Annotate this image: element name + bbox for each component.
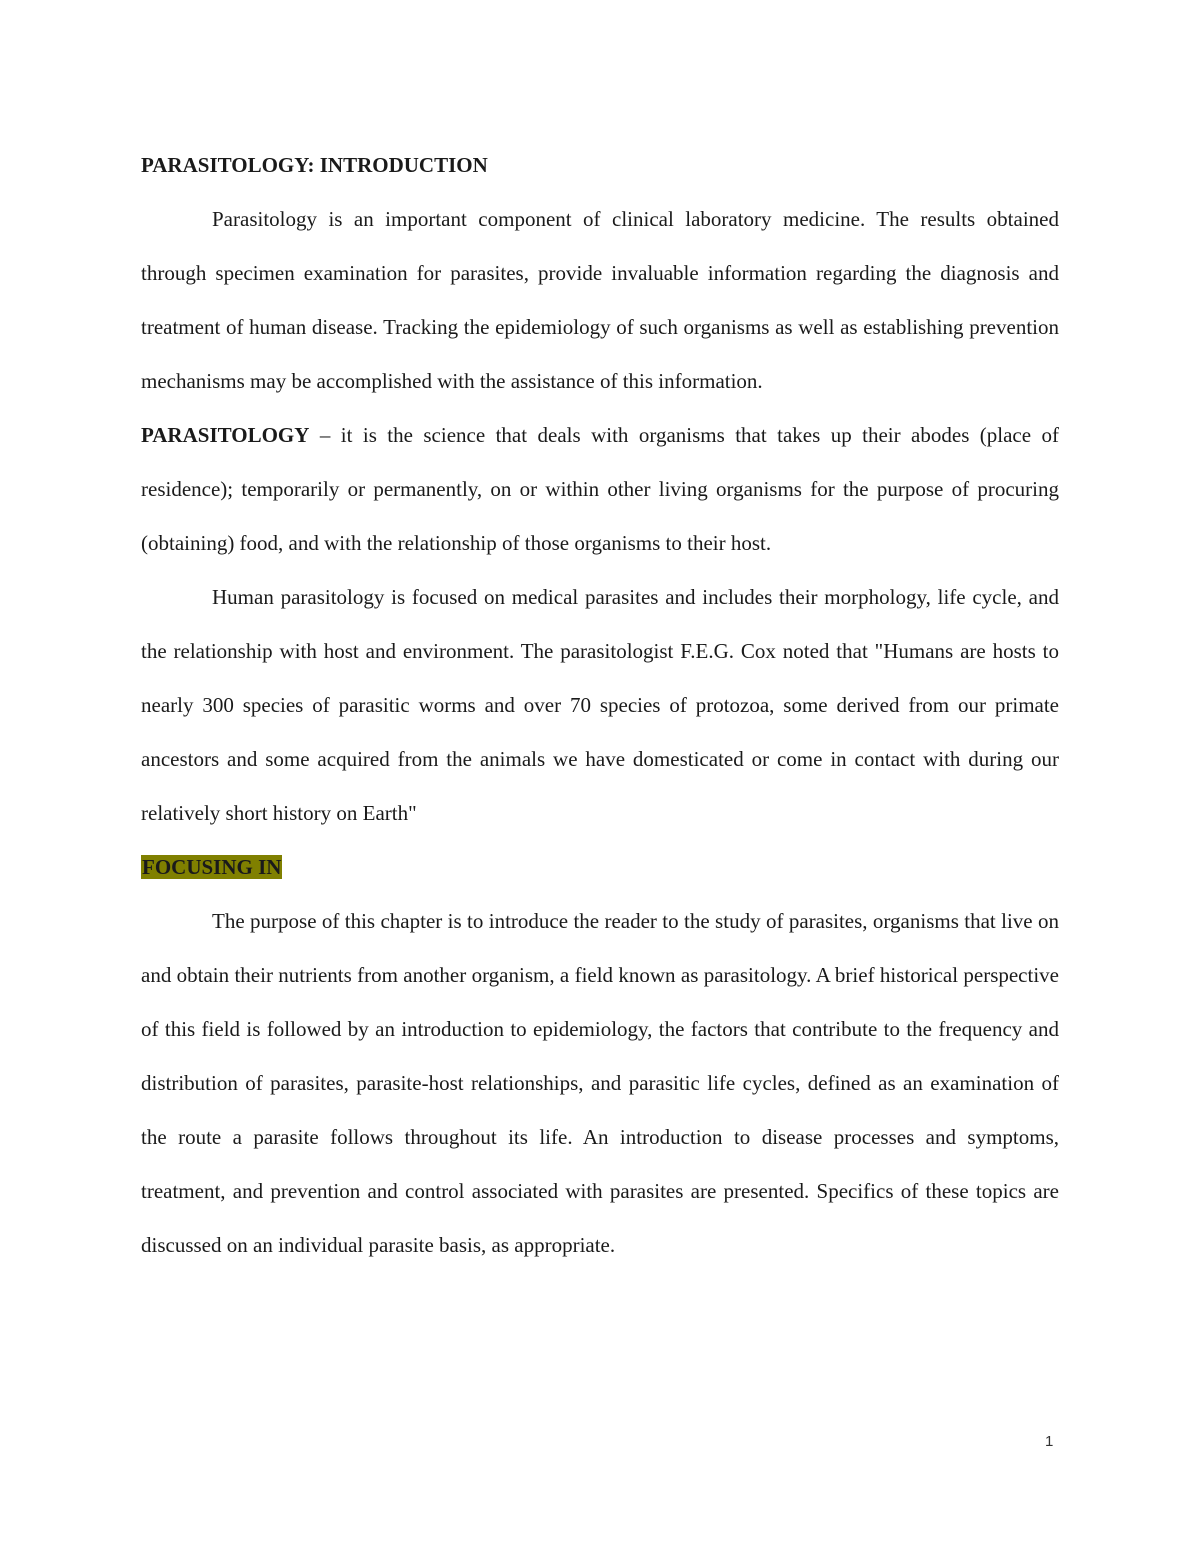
document-body — [141, 138, 1059, 1272]
section-heading-line — [141, 840, 1059, 894]
page-title: PARASITOLOGY: INTRODUCTION — [141, 153, 488, 177]
focusing-paragraph: The purpose of this chapter is to introduce the reader to the study of parasites, organisms that live on and obtain their nutrients from another organism, a field known as parasitology. A brief historical perspective of this field is followed by an introduction to epidemiology, the factors that contribute to the frequency and distribution of parasites, parasite-host relationships, and parasitic life cycles, defined as an examination of the route a parasite follows throughout its life. An introduction to disease processes and symptoms, treatment, and prevention and control associated with parasites are presented. Specifics of these topics are discussed on an individual parasite basis, as appropriate. — [141, 909, 1059, 1257]
definition-term: PARASITOLOGY — [141, 423, 310, 447]
section-heading: FOCUSING IN — [142, 855, 282, 879]
page-number: 1 — [1045, 1433, 1054, 1450]
definition-text: – it is the science that deals with organisms that takes up their abodes (place of residence); temporarily or permanently, on or within other living organisms for the purpose of procuring (obtaining) food, and with the relationship of those organisms to their host. — [141, 423, 1059, 555]
definition-paragraph — [141, 408, 1059, 570]
human-parasitology-paragraph: Human parasitology is focused on medical parasites and includes their morphology, life cycle, and the relationship with host and environment. The parasitologist F.E.G. Cox noted that "Humans are hosts to nearly 300 species of parasitic worms and over 70 species of protozoa, some derived from our primate ancestors and some acquired from the animals we have domesticated or come in contact with during our relatively short history on Earth" — [141, 585, 1059, 825]
intro-paragraph: Parasitology is an important component of clinical laboratory medicine. The results obtained through specimen examination for parasites, provide invaluable information regarding the diagnosis and treatment of human disease. Tracking the epidemiology of such organisms as well as establishing prevention mechanisms may be accomplished with the assistance of this information. — [141, 207, 1059, 393]
